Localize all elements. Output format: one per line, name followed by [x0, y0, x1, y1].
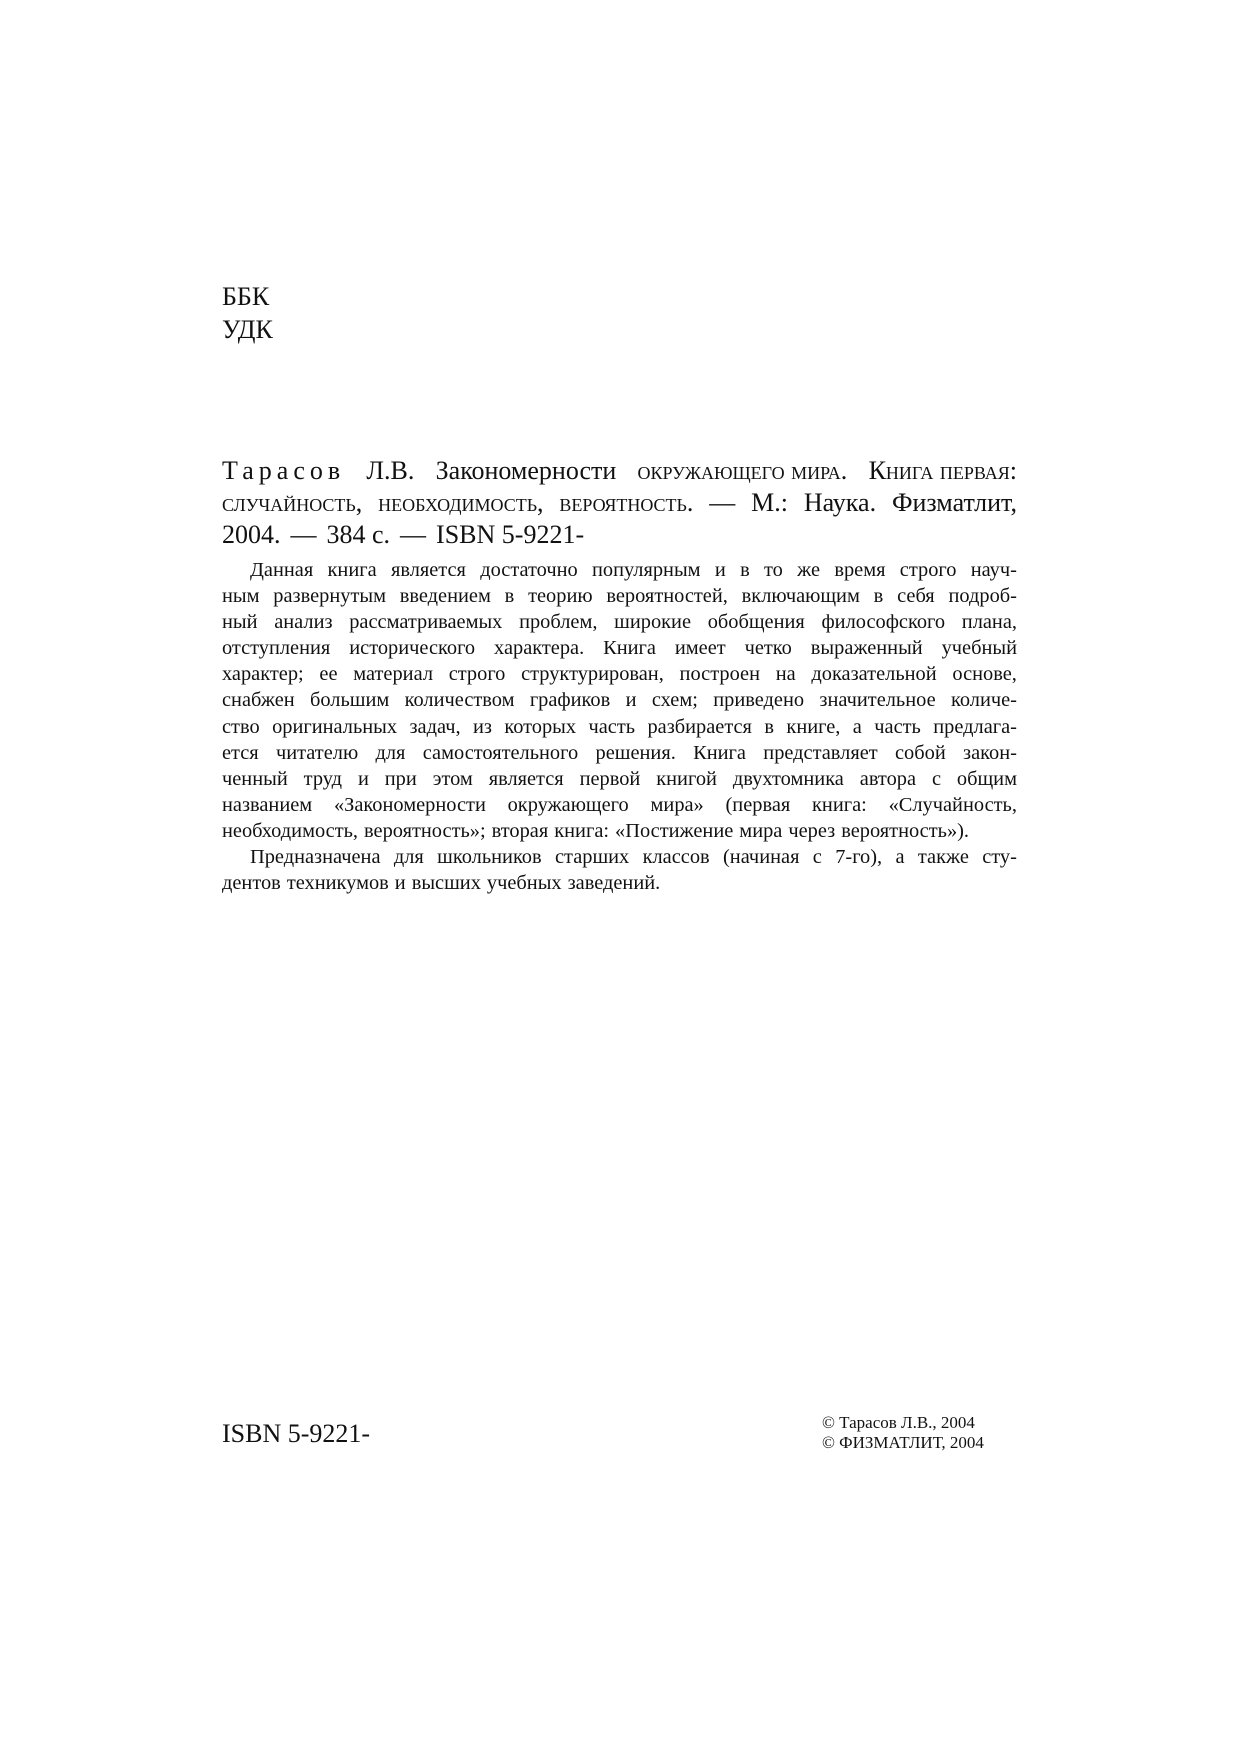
- dash: —: [709, 488, 736, 517]
- word: же: [797, 559, 821, 581]
- word: ется: [222, 741, 259, 764]
- word: количеством: [404, 689, 515, 712]
- word: с: [812, 846, 822, 869]
- word: из: [472, 715, 492, 738]
- book-label: Книга первая:: [868, 456, 1017, 485]
- word: общим: [956, 767, 1017, 790]
- word: строго: [448, 663, 506, 686]
- word: учебных: [486, 872, 562, 895]
- word: самостоятельного: [422, 741, 579, 764]
- word: в: [873, 585, 884, 608]
- word: (первая: [725, 793, 791, 816]
- dash: —: [290, 520, 317, 549]
- annotation-line: [222, 740, 1017, 766]
- word: книгой: [656, 767, 717, 790]
- biblio-line: [222, 519, 1017, 551]
- word: ным: [222, 585, 260, 608]
- word: окружающего: [507, 793, 629, 816]
- publication-year: 2004.: [222, 520, 281, 549]
- annotation-line: [222, 635, 1017, 661]
- subtitle-word: случайность,: [222, 488, 363, 517]
- word: читателю: [275, 741, 359, 764]
- word: ство: [222, 715, 260, 738]
- word: «Закономерности: [333, 793, 486, 816]
- word: отступления: [222, 637, 331, 660]
- word: труд: [303, 767, 343, 790]
- word: материал: [353, 663, 433, 686]
- word: доказательной: [811, 663, 937, 686]
- word: собой: [895, 741, 946, 764]
- bibliographic-record: [222, 455, 1017, 551]
- word: в: [740, 559, 750, 581]
- word: книга: [327, 559, 377, 581]
- copyright-publisher: © ФИЗМАТЛИТ, 2004: [822, 1433, 984, 1452]
- word: высших: [411, 872, 481, 895]
- annotation-line: [222, 583, 1017, 609]
- word: на: [775, 663, 796, 686]
- annotation-line: [222, 714, 1017, 740]
- word: и: [394, 872, 406, 895]
- word: через: [788, 819, 836, 842]
- word: характера.: [494, 637, 585, 660]
- classification-codes: [222, 280, 273, 346]
- word: исторического: [349, 637, 476, 660]
- word: при: [384, 767, 417, 790]
- word: строго: [899, 559, 957, 581]
- word: часть: [588, 715, 636, 738]
- word: схем;: [651, 689, 698, 712]
- bbk-code: ББК: [222, 282, 270, 311]
- word: характер;: [222, 663, 304, 686]
- word: а: [852, 715, 862, 738]
- word: двухтомника: [732, 767, 844, 790]
- title-continuation: окружающего мира.: [637, 456, 848, 485]
- word: ее: [319, 663, 338, 686]
- word: задач,: [409, 715, 461, 738]
- annotation: [222, 557, 1017, 896]
- word: предлага-: [933, 715, 1017, 738]
- annotation-line: [222, 870, 1017, 896]
- word: оригинальных: [272, 715, 398, 738]
- word: названием: [222, 793, 313, 816]
- subtitle-word: вероятность.: [559, 488, 694, 517]
- word: (начиная: [723, 846, 800, 869]
- word: и: [625, 689, 637, 712]
- isbn: ISBN 5-9221-: [222, 1419, 371, 1448]
- word: себя: [897, 585, 935, 608]
- word: и: [714, 559, 726, 581]
- word: дентов: [222, 872, 281, 895]
- word: заведений.: [567, 872, 661, 895]
- word: снабжен: [222, 689, 295, 712]
- word: классов: [642, 846, 710, 869]
- word: Книга: [603, 637, 656, 660]
- word: широкие: [614, 611, 692, 634]
- word: для: [393, 846, 424, 869]
- udk-code: УДК: [222, 315, 273, 344]
- word: вероятностей,: [606, 585, 728, 608]
- annotation-line: [222, 766, 1017, 792]
- copyright-author: © Тарасов Л.В., 2004: [822, 1413, 975, 1432]
- word: которых: [504, 715, 577, 738]
- word: Книга: [693, 741, 746, 764]
- word: подроб-: [948, 585, 1017, 608]
- word: часть: [874, 715, 921, 738]
- word: «Случайность,: [888, 793, 1017, 816]
- annotation-line: [222, 557, 1017, 583]
- word: этом: [432, 767, 473, 790]
- word: книге,: [786, 715, 841, 738]
- word: в: [504, 585, 515, 608]
- annotation-line: [222, 687, 1017, 713]
- word: проблем,: [519, 611, 598, 634]
- word: «Постижение: [615, 819, 734, 842]
- word: вторая: [491, 819, 549, 842]
- author-surname: Тарасов: [222, 456, 346, 485]
- word: включающим: [741, 585, 860, 608]
- subtitle-word: необходимость,: [378, 488, 544, 517]
- word: первой: [579, 767, 641, 790]
- word: рассматриваемых: [349, 611, 503, 634]
- word: выраженный: [810, 637, 923, 660]
- word: теорию: [528, 585, 593, 608]
- word: Предназначена: [250, 846, 381, 869]
- annotation-line: [222, 661, 1017, 687]
- word: количе-: [950, 689, 1017, 712]
- word: также: [917, 846, 969, 869]
- word: учебный: [941, 637, 1017, 660]
- word: решения.: [595, 741, 676, 764]
- word: плана,: [961, 611, 1017, 634]
- copyright-block: [822, 1413, 984, 1453]
- word: развернутым: [273, 585, 386, 608]
- word: значительное: [819, 689, 936, 712]
- annotation-line: [222, 818, 1017, 844]
- word: а: [895, 846, 905, 869]
- word: обобщения: [707, 611, 805, 634]
- word: большим: [310, 689, 390, 712]
- word: и: [357, 767, 369, 790]
- word: представляет: [763, 741, 878, 764]
- word: закон-: [963, 741, 1017, 764]
- word: разбирается: [647, 715, 752, 738]
- biblio-line: [222, 455, 1017, 487]
- annotation-line: [222, 792, 1017, 818]
- word: мира»: [650, 793, 704, 816]
- publication-city: М.:: [751, 488, 788, 517]
- word: сту-: [982, 846, 1017, 869]
- word: ный: [222, 611, 258, 634]
- word: построен: [679, 663, 760, 686]
- word: является: [488, 767, 564, 790]
- dash: —: [400, 520, 427, 549]
- word: введением: [399, 585, 491, 608]
- biblio-line: [222, 487, 1017, 519]
- annotation-line: [222, 609, 1017, 635]
- word: книга:: [812, 793, 867, 816]
- word: для: [375, 741, 406, 764]
- word: в: [764, 715, 774, 738]
- word: имеет: [674, 637, 726, 660]
- word: анализ: [274, 611, 333, 634]
- word: Данная: [250, 559, 314, 581]
- word: время: [834, 559, 886, 581]
- page-count: 384 с.: [326, 520, 391, 549]
- word: техникумов: [286, 872, 389, 895]
- word: вероятность»;: [364, 819, 486, 842]
- word: философского: [821, 611, 946, 634]
- word: мира: [739, 819, 783, 842]
- word: четко: [744, 637, 792, 660]
- word: ченный: [222, 767, 288, 790]
- word: книга:: [554, 819, 610, 842]
- word: графиков: [529, 689, 611, 712]
- word: вероятность»).: [841, 819, 970, 842]
- word: необходимость,: [222, 819, 359, 842]
- word: является: [390, 559, 466, 581]
- word: старших: [554, 846, 630, 869]
- word: автора: [859, 767, 917, 790]
- word: структурирован,: [521, 663, 664, 686]
- word: основе,: [952, 663, 1017, 686]
- word: популярным: [591, 559, 701, 581]
- annotation-line: [222, 844, 1017, 870]
- author-initials: Л.В.: [366, 456, 415, 485]
- word: 7-го),: [835, 846, 883, 869]
- isbn-inline: ISBN 5-9221-: [436, 520, 585, 549]
- word: школьников: [437, 846, 542, 869]
- word: приведено: [713, 689, 805, 712]
- word: то: [764, 559, 783, 581]
- publisher-imprint: Физматлит,: [891, 488, 1017, 517]
- word: науч-: [970, 559, 1017, 581]
- word: достаточно: [480, 559, 578, 581]
- publisher-name: Наука.: [803, 488, 877, 517]
- word: с: [931, 767, 941, 790]
- title-start: Закономерности: [435, 456, 617, 485]
